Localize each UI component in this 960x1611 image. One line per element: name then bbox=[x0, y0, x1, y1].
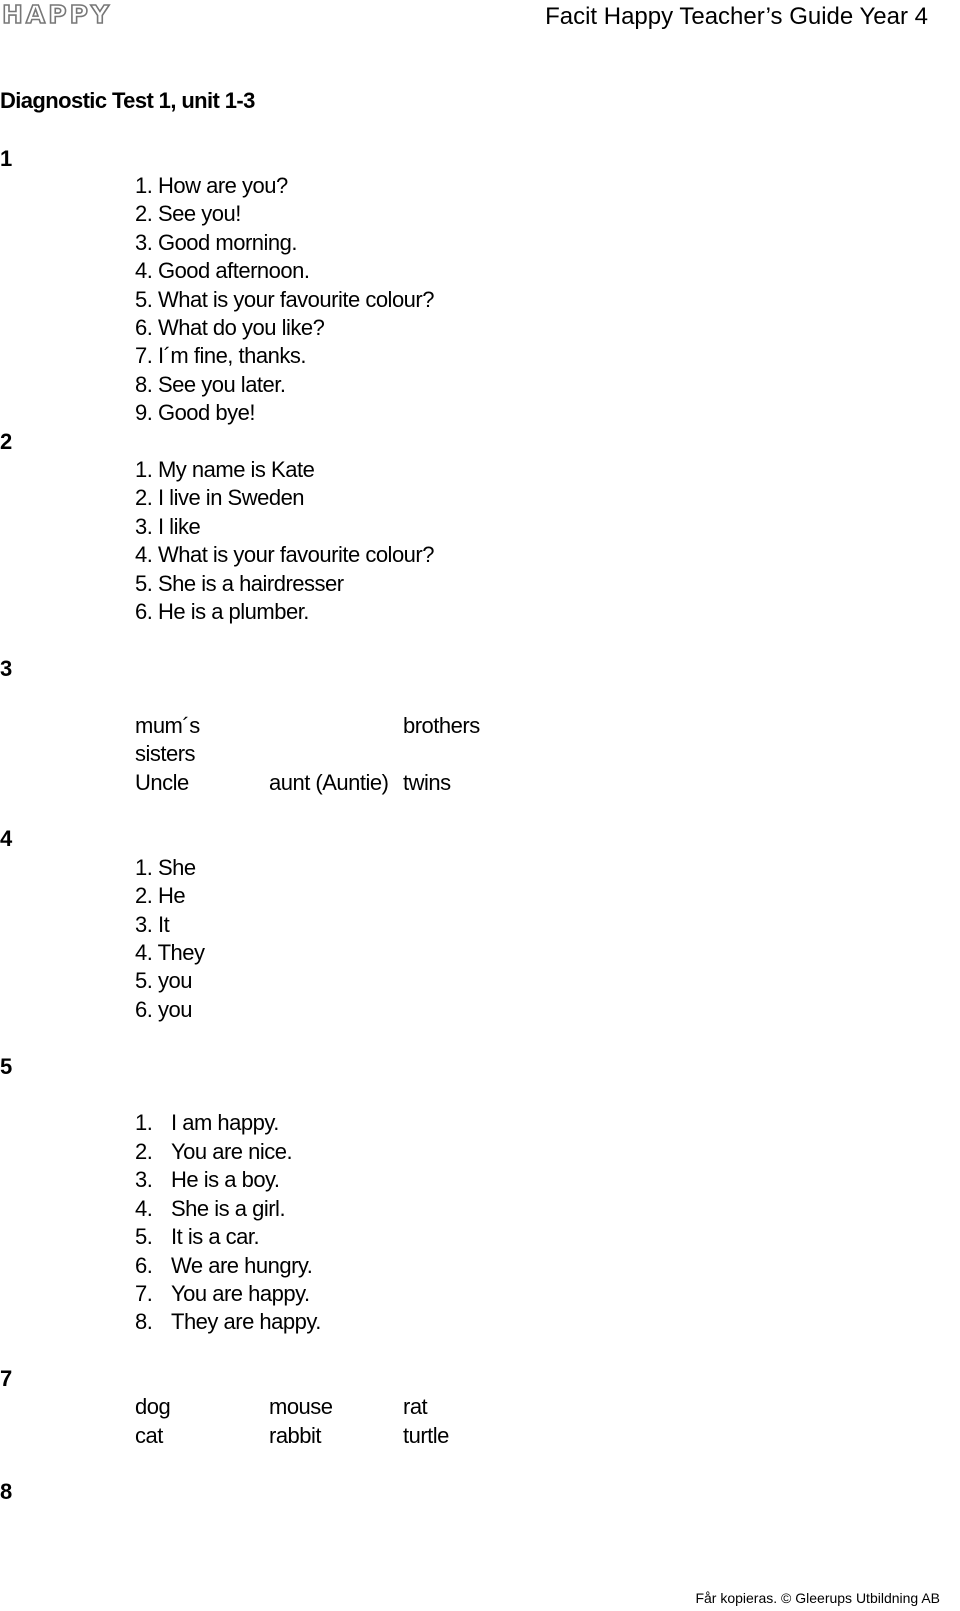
list-item: 6. He is a plumber. bbox=[135, 599, 309, 624]
word-item: rat bbox=[403, 1394, 428, 1419]
list-item: 1. My name is Kate bbox=[135, 457, 315, 482]
list-item: He is a boy. bbox=[171, 1167, 280, 1192]
list-item: You are nice. bbox=[171, 1139, 293, 1164]
list-item: 1. She bbox=[135, 855, 196, 880]
list-item-number: 8. bbox=[135, 1309, 153, 1334]
list-item: I am happy. bbox=[171, 1110, 279, 1135]
word-item: cat bbox=[135, 1423, 163, 1448]
word-item: Uncle bbox=[135, 770, 189, 795]
list-item: 6. What do you like? bbox=[135, 315, 325, 340]
footer-copyright: Får kopieras. © Gleerups Utbildning AB bbox=[695, 1590, 940, 1606]
list-item-number: 4. bbox=[135, 1196, 153, 1221]
section-number-1: 1 bbox=[0, 146, 13, 171]
word-item: mouse bbox=[269, 1394, 333, 1419]
word-item: brothers bbox=[403, 713, 480, 738]
list-item: 4. Good afternoon. bbox=[135, 258, 310, 283]
list-item: 3. It bbox=[135, 912, 170, 937]
list-item-number: 7. bbox=[135, 1281, 153, 1306]
list-item: 8. See you later. bbox=[135, 372, 286, 397]
list-item: 1. How are you? bbox=[135, 173, 288, 198]
happy-logo: HAPPY bbox=[2, 0, 113, 29]
list-item: 5. you bbox=[135, 968, 192, 993]
list-item: 5. She is a hairdresser bbox=[135, 571, 344, 596]
list-item-number: 1. bbox=[135, 1110, 153, 1135]
list-item-number: 2. bbox=[135, 1139, 153, 1164]
list-item: 9. Good bye! bbox=[135, 400, 255, 425]
list-item: 4. They bbox=[135, 940, 205, 965]
word-item: dog bbox=[135, 1394, 171, 1419]
list-item: 3. I like bbox=[135, 514, 201, 539]
list-item: 4. What is your favourite colour? bbox=[135, 542, 434, 567]
word-item: mum´s bbox=[135, 713, 200, 738]
list-item: 7. I´m fine, thanks. bbox=[135, 343, 306, 368]
list-item: 3. Good morning. bbox=[135, 230, 297, 255]
section-number-4: 4 bbox=[0, 826, 13, 851]
section-number-3: 3 bbox=[0, 656, 13, 681]
section-number-5: 5 bbox=[0, 1054, 13, 1079]
word-item: turtle bbox=[403, 1423, 449, 1448]
word-item: aunt (Auntie) bbox=[269, 770, 389, 795]
list-item: 2. See you! bbox=[135, 201, 241, 226]
list-item: 5. What is your favourite colour? bbox=[135, 287, 434, 312]
header-title: Facit Happy Teacher’s Guide Year 4 bbox=[545, 3, 928, 30]
list-item: 6. you bbox=[135, 997, 192, 1022]
list-item: We are hungry. bbox=[171, 1253, 313, 1278]
list-item: 2. He bbox=[135, 883, 186, 908]
list-item-number: 6. bbox=[135, 1253, 153, 1278]
list-item-number: 3. bbox=[135, 1167, 153, 1192]
section-number-2: 2 bbox=[0, 429, 13, 454]
word-item: sisters bbox=[135, 741, 196, 766]
list-item-number: 5. bbox=[135, 1224, 153, 1249]
section-number-7: 7 bbox=[0, 1366, 13, 1391]
list-item: She is a girl. bbox=[171, 1196, 286, 1221]
page-title: Diagnostic Test 1, unit 1-3 bbox=[0, 88, 255, 113]
list-item: 2. I live in Sweden bbox=[135, 485, 305, 510]
list-item: You are happy. bbox=[171, 1281, 310, 1306]
word-item: rabbit bbox=[269, 1423, 322, 1448]
word-item: twins bbox=[403, 770, 451, 795]
section-number-8: 8 bbox=[0, 1479, 13, 1504]
list-item: They are happy. bbox=[171, 1309, 321, 1334]
list-item: It is a car. bbox=[171, 1224, 260, 1249]
